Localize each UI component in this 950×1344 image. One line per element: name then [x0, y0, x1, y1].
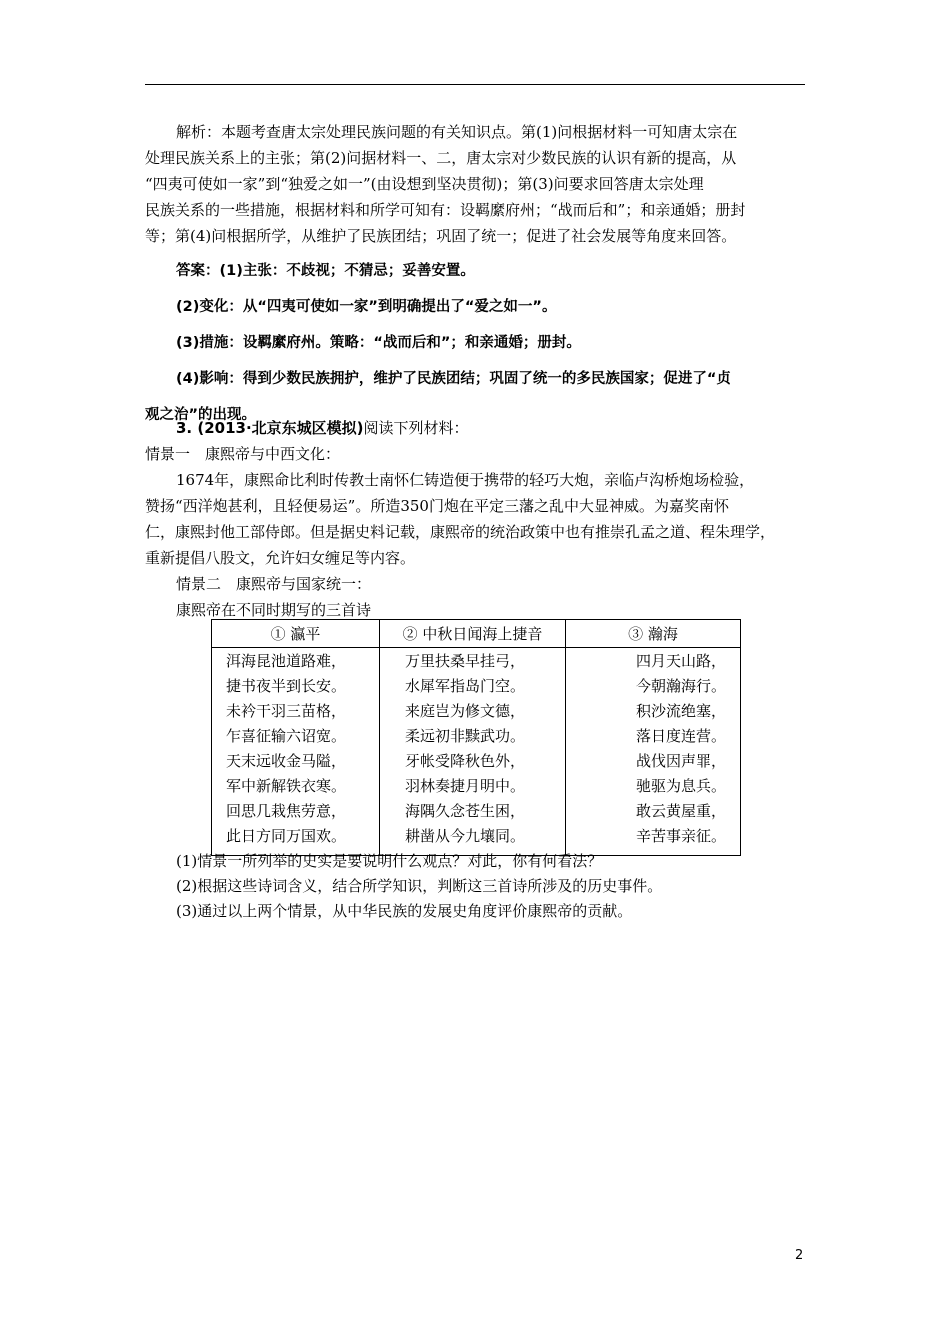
analysis-line: 解析：本题考查唐太宗处理民族问题的有关知识点。第(1)问根据材料一可知唐太宗在: [176, 123, 738, 141]
sub-questions: [145, 849, 805, 924]
poem-line: 天末远收金马隘，: [226, 752, 347, 770]
poem-zhongqiu: [380, 648, 566, 856]
poem-line: 战伐因声罪，: [636, 752, 727, 770]
poem-line: 今朝瀚海行。: [636, 677, 727, 695]
answer-line-2: (2)变化：从“四夷可使如一家”到明确提出了“爱之如一”。: [176, 299, 557, 315]
poem-line: 此日方同万国欢。: [226, 827, 347, 845]
answer-line-4-cont: 观之治”的出现。: [145, 407, 257, 423]
poem-line: 羽林奏捷月明中。: [405, 777, 526, 795]
question-source: 3. (2013·北京东城区模拟): [176, 419, 364, 437]
table-row: [212, 648, 741, 856]
poem-line: 积沙流绝塞，: [636, 702, 727, 720]
poem-line: 驰驱为息兵。: [636, 777, 727, 795]
poem-line: 海隅久念苍生困，: [405, 802, 526, 820]
sub-question: (1)情景一所列举的史实是要说明什么观点？对此，你有何看法？: [176, 852, 603, 870]
poem-line: 四月天山路，: [636, 652, 727, 670]
scene1-line: 赞扬“西洋炮甚利，且轻便易运”。所造350门炮在平定三藩之乱中大显神威。为嘉奖南怀: [145, 497, 729, 515]
poem-line: 洱海昆池道路难，: [226, 652, 347, 670]
poem-line: 乍喜征输六诏宽。: [226, 727, 347, 745]
analysis-line: 等；第(4)问根据所学，从维护了民族团结；巩固了统一；促进了社会发展等角度来回答。: [145, 227, 737, 245]
answer-line-3: (3)措施：设羁縻府州。策略：“战而后和”；和亲通婚；册封。: [176, 335, 581, 351]
header-rule: [145, 84, 805, 85]
poem-line: 万里扶桑早挂弓，: [405, 652, 526, 670]
answer-block: [145, 253, 805, 433]
analysis-line: “四夷可使如一家”到“独爱之如一”(由设想到坚决贯彻)；第(3)问要求回答唐太宗处理: [145, 175, 704, 193]
poem-line: 来庭岂为修文德，: [405, 702, 526, 720]
question-heading: [145, 415, 805, 441]
analysis-line: 民族关系的一些措施，根据材料和所学可知有：设羁縻府州；“战而后和”；和亲通婚；册封: [145, 201, 746, 219]
poem-line: 水犀军指岛门空。: [405, 677, 526, 695]
answer-line-1: 答案：(1)主张：不歧视；不猜忌；妥善安置。: [176, 263, 475, 279]
poems-table: [211, 619, 741, 856]
poems-caption: 康熙帝在不同时期写的三首诗: [176, 601, 372, 619]
poem-line: 柔远初非黩武功。: [405, 727, 526, 745]
poem-line: 未衿干羽三苗格，: [226, 702, 347, 720]
poem-yingping: [212, 648, 380, 856]
table-header-row: [212, 620, 741, 648]
poem-header: ② 中秋日闻海上捷音: [380, 620, 566, 648]
question-instruction: 阅读下列材料：: [363, 419, 469, 437]
poem-hanhai: [566, 648, 741, 856]
analysis-paragraph: [145, 119, 805, 249]
question-block: [145, 415, 805, 623]
poem-line: 回思几栽焦劳意，: [226, 802, 347, 820]
poem-line: 落日度连营。: [636, 727, 727, 745]
scene1-line: 仁，康熙封他工部侍郎。但是据史料记载，康熙帝的统治政策中也有推崇孔孟之道、程朱理学，: [145, 523, 776, 541]
scene1-line: 1674年，康熙命比利时传教士南怀仁铸造便于携带的轻巧大炮，亲临卢沟桥炮场检验，: [176, 471, 755, 489]
page-number: 2: [795, 1248, 804, 1263]
poem-line: 耕凿从今九壤同。: [405, 827, 526, 845]
sub-question: (2)根据这些诗词含义，结合所学知识，判断这三首诗所涉及的历史事件。: [176, 877, 663, 895]
answer-line-4: (4)影响：得到少数民族拥护，维护了民族团结；巩固了统一的多民族国家；促进了“贞: [176, 371, 731, 387]
scene1-line: 重新提倡八股文，允许妇女缠足等内容。: [145, 549, 416, 567]
sub-question: (3)通过以上两个情景，从中华民族的发展史角度评价康熙帝的贡献。: [176, 902, 633, 920]
poem-line: 敢云黄屋重，: [636, 802, 727, 820]
poem-line: 牙帐受降秋色外，: [405, 752, 526, 770]
analysis-line: 处理民族关系上的主张；第(2)问据材料一、二，唐太宗对少数民族的认识有新的提高，从: [145, 149, 737, 167]
poem-line: 辛苦事亲征。: [636, 827, 727, 845]
poem-header: ③ 瀚海: [566, 620, 741, 648]
poem-header: ① 瀛平: [212, 620, 380, 648]
poem-line: 捷书夜半到长安。: [226, 677, 347, 695]
poem-line: 军中新解铁衣寒。: [226, 777, 347, 795]
scene1-title: 情景一 康熙帝与中西文化：: [145, 445, 341, 463]
scene2-title: 情景二 康熙帝与国家统一：: [176, 575, 372, 593]
